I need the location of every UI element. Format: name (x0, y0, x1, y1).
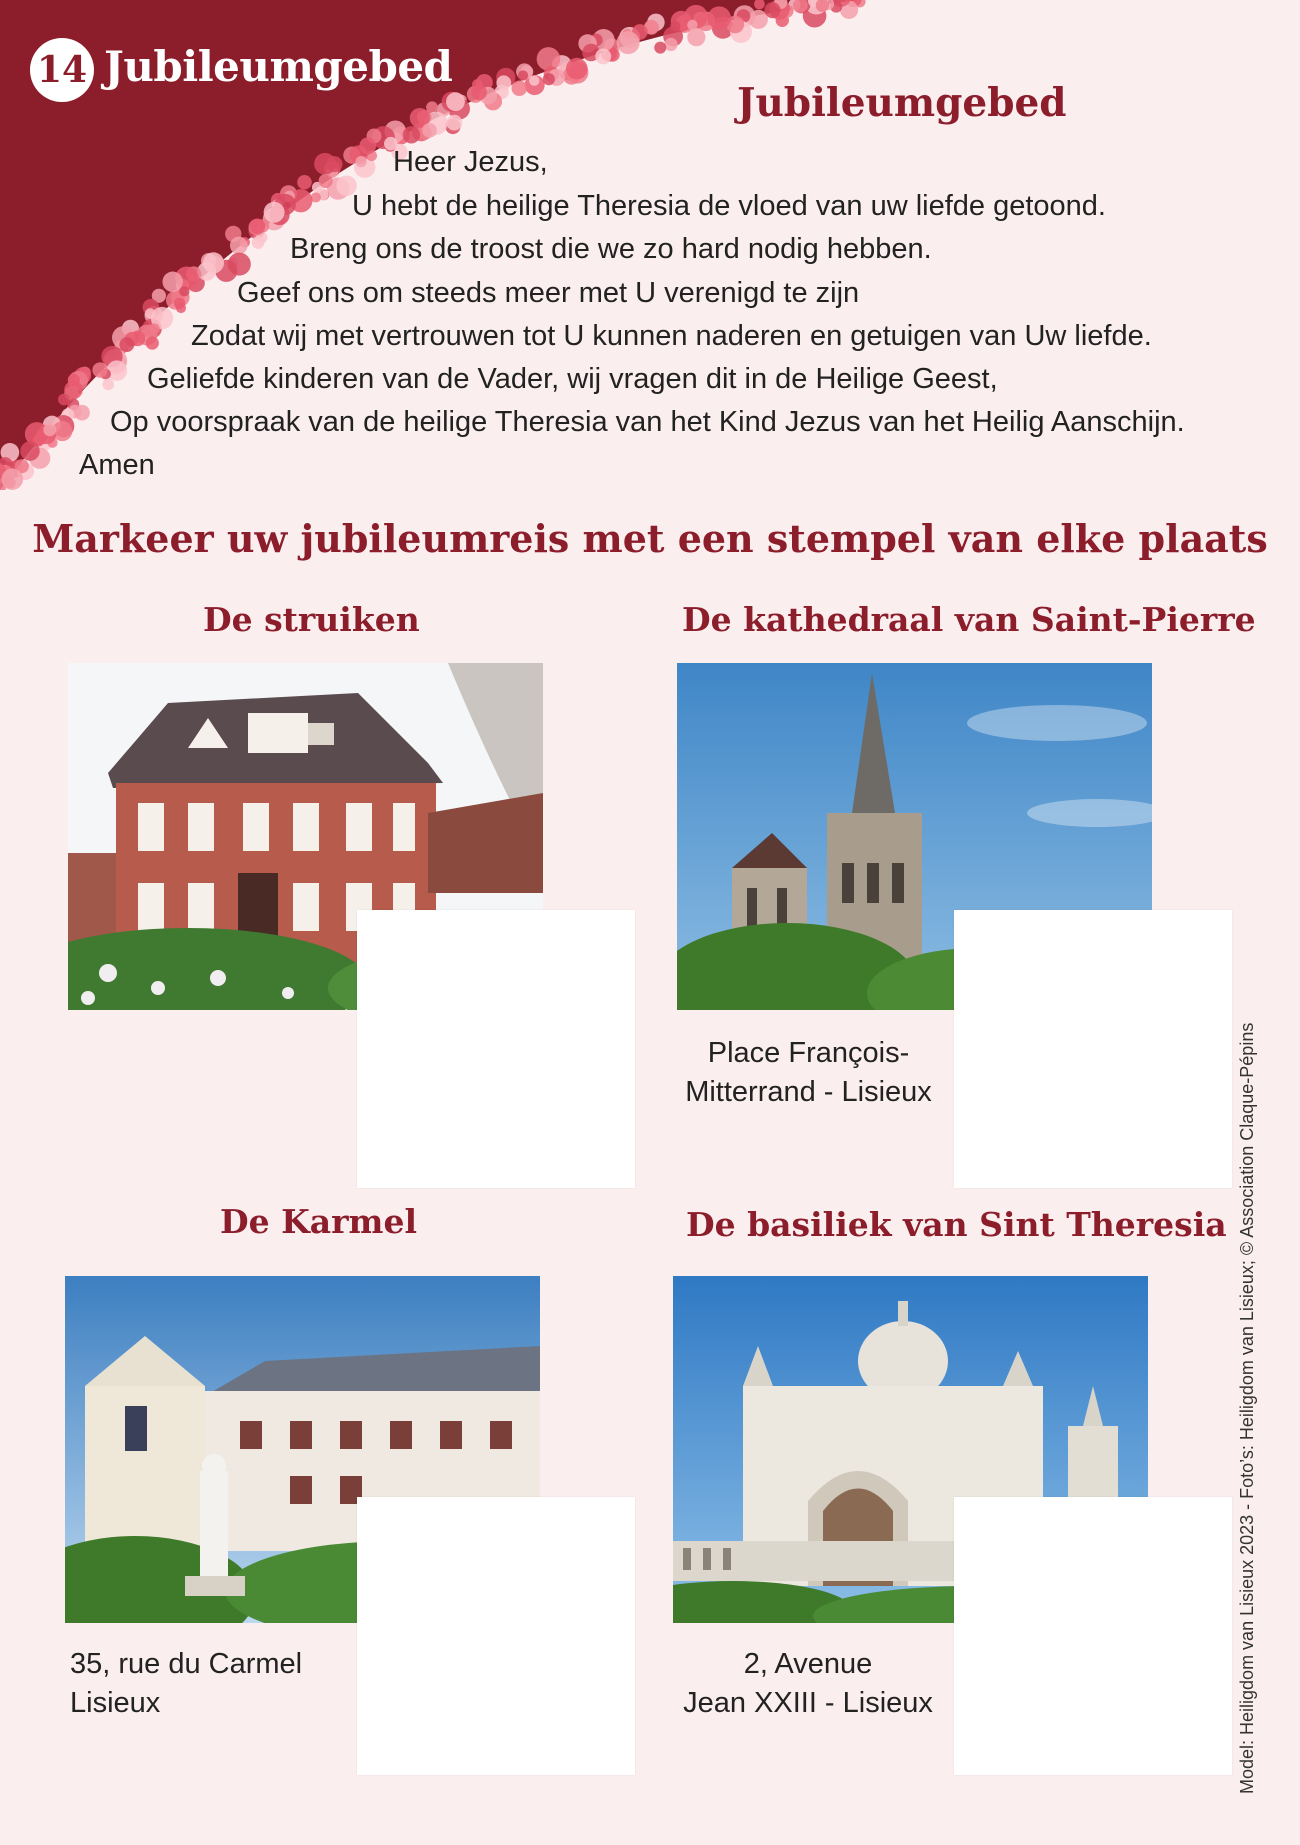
rose-flower (471, 85, 487, 101)
rose-flower (654, 42, 666, 54)
rose-flower (119, 337, 134, 352)
rose-flower (20, 441, 39, 460)
prayer-line: Geliefde kinderen van de Vader, wij vragen dit in de Heilige Geest, (147, 363, 998, 395)
rose-flower (764, 2, 780, 18)
rose-flower (708, 6, 731, 29)
place-title-karmel: De Karmel (220, 1202, 418, 1241)
place-title-kathedraal: De kathedraal van Saint-Pierre (682, 600, 1256, 639)
address-karmel (70, 1645, 302, 1723)
rose-flower (179, 286, 189, 296)
rose-flower (529, 75, 539, 85)
rose-flower (687, 20, 697, 30)
rose-flower (422, 123, 437, 138)
stamp-box-karmel[interactable] (357, 1497, 635, 1775)
address-line: Lisieux (70, 1687, 161, 1719)
rose-flower (43, 423, 56, 436)
prayer-line: Breng ons de troost die we zo hard nodig hebben. (290, 233, 932, 265)
rose-flower (566, 58, 588, 80)
prayer-line: Geef ons om steeds meer met U verenigd te zijn (237, 277, 860, 309)
rose-flower (355, 156, 366, 167)
address-line: Jean XXIII - Lisieux (683, 1687, 933, 1719)
prayer-line: Op voorspraak van de heilige Theresia van het Kind Jezus van het Heilig Aanschijn. (110, 406, 1185, 438)
address-kathedraal (680, 1034, 937, 1112)
address-line: Place François- (707, 1037, 910, 1069)
rose-flower (297, 175, 312, 190)
header-title: Jubileumgebed (104, 42, 453, 91)
place-title-basiliek: De basiliek van Sint Theresia (686, 1205, 1227, 1244)
place-title-struiken: De struiken (203, 600, 420, 639)
rose-flower (264, 202, 285, 223)
rose-flower (403, 126, 420, 143)
prayer-line: Zodat wij met vertrouwen tot U kunnen naderen en getuigen van Uw liefde. (191, 320, 1152, 352)
rose-flower (446, 92, 465, 111)
prayer-line: U hebt de heilige Theresia de vloed van uw liefde getoond. (352, 190, 1106, 222)
prayer-title: Jubileumgebed (737, 80, 1067, 126)
rose-flower (512, 80, 528, 96)
rose-flower (670, 21, 681, 32)
rose-flower (687, 28, 705, 46)
rose-flower (617, 31, 640, 54)
rose-flower (319, 174, 333, 188)
rose-flower (595, 48, 611, 64)
rose-flower (107, 360, 127, 380)
photo-credit: Model: Heiligdom van Lisieux 2023 - Foto’s: Heiligdom van Lisieux; © Association Claque-Pépins (1237, 1022, 1257, 1794)
address-line: Mitterrand - Lisieux (685, 1076, 932, 1108)
address-line: 2, Avenue (743, 1648, 873, 1680)
rose-flower (230, 237, 248, 255)
rose-flower (543, 73, 555, 85)
rose-flower (146, 336, 159, 349)
stamps-section-title: Markeer uw jubileumreis met een stempel van elke plaats (32, 516, 1268, 561)
rose-flower (92, 362, 107, 377)
address-basiliek (679, 1645, 937, 1723)
rose-flower (518, 70, 528, 80)
rose-flower (447, 115, 463, 131)
rose-flower (102, 379, 114, 391)
rose-flower (252, 236, 265, 249)
address-line: 35, rue du Carmel (70, 1648, 303, 1680)
rose-flower (314, 153, 336, 175)
rose-flower (58, 394, 70, 406)
rose-flower (176, 303, 186, 313)
rose-flower (496, 75, 511, 90)
prayer-line: Heer Jezus, (393, 146, 548, 178)
stamp-box-struiken[interactable] (357, 910, 635, 1188)
rose-flower (664, 38, 677, 51)
prayer-line: Amen (79, 449, 155, 481)
stamp-box-basiliek[interactable] (954, 1497, 1232, 1775)
rose-flower (2, 468, 24, 490)
page-number-badge: 14 (30, 38, 94, 102)
stamp-box-kathedraal[interactable] (954, 910, 1232, 1188)
rose-flower (250, 218, 266, 234)
